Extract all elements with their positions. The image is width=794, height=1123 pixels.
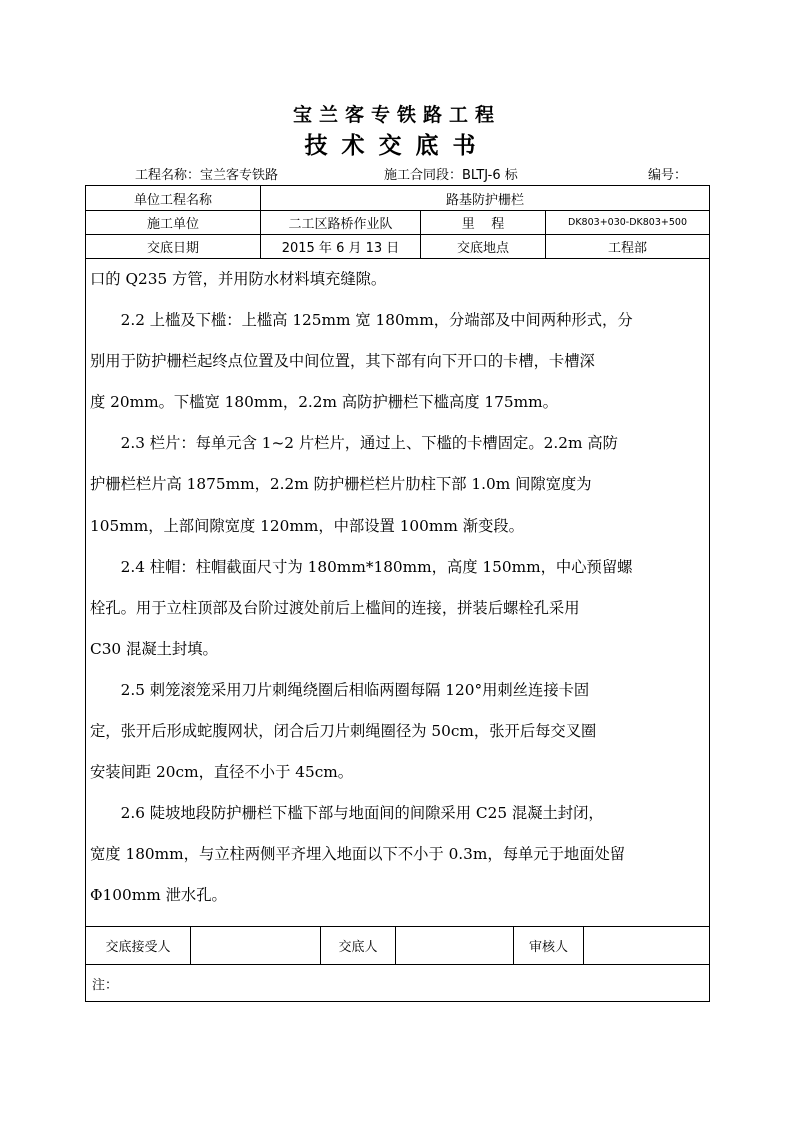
content-line: 栓孔。用于立柱顶部及台阶过渡处前后上槛间的连接，拼装后螺栓孔采用: [90, 598, 580, 617]
content-line: C30 混凝土封填。: [90, 639, 218, 658]
content-line: 2.6 陡坡地段防护栅栏下槛下部与地面间的间隙采用 C25 混凝土封闭，: [90, 804, 604, 823]
unit-project-value: 路基防护栅栏: [445, 192, 524, 208]
content-line: 口的 Q235 方管，并用防水材料填充缝隙。: [90, 270, 387, 288]
unit-project-label: 单位工程名称: [133, 192, 212, 208]
content-line: 宽度 180mm，与立柱两侧平齐埋入地面以下不小于 0.3m，每单元于地面处留: [90, 845, 626, 864]
mileage-label: 里 程: [461, 216, 505, 232]
construction-unit-value: 二工区路桥作业队: [288, 216, 393, 232]
content-line: 度 20mm。下槛宽 180mm，2.2m 高防护栅栏下槛高度 175mm。: [90, 393, 558, 412]
row-divider: [86, 964, 709, 965]
handover-place-label: 交底地点: [456, 240, 509, 256]
construction-unit-label: 施工单位: [146, 216, 199, 232]
content-line: 定，张开后形成蛇腹网状，闭合后刀片刺绳圈径为 50cm，张开后每交叉圈: [90, 722, 597, 741]
serial-number: 编号：: [648, 168, 688, 183]
content-line: 2.5 刺笼滚笼采用刀片刺绳绕圈后相临两圈每隔 120°用刺丝连接卡固: [90, 680, 590, 699]
receiver-label: 交底接受人: [105, 939, 171, 955]
document-subtitle: 技术交底书: [304, 132, 490, 159]
content-line: 2.4 柱帽：柱帽截面尺寸为 180mm*180mm，高度 150mm，中心预留螺: [90, 557, 633, 576]
content-line: Φ100mm 泄水孔。: [90, 886, 227, 905]
handover-person-signature-field[interactable]: [396, 926, 513, 964]
handover-person-label: 交底人: [338, 939, 378, 955]
content-line: 2.2 上槛及下槛：上槛高 125mm 宽 180mm，分端部及中间两种形式，分: [90, 311, 633, 330]
handover-place-value: 工程部: [607, 240, 647, 256]
reviewer-signature-field[interactable]: [584, 926, 709, 964]
content-line: 105mm，上部间隙宽度 120mm，中部设置 100mm 渐变段。: [90, 516, 524, 535]
contract-section: 施工合同段：BLTJ-6 标: [384, 168, 518, 183]
handover-date-label: 交底日期: [146, 240, 199, 256]
handover-content: [90, 259, 706, 917]
content-line: 2.3 栏片：每单元含 1~2 片栏片，通过上、下槛的卡槽固定。2.2m 高防: [90, 434, 618, 453]
content-line: 别用于防护栅栏起终点位置及中间位置，其下部有向下开口的卡槽，卡槽深: [90, 352, 595, 371]
content-line: 护栅栏栏片高 1875mm，2.2m 防护栅栏栏片肋柱下部 1.0m 间隙宽度为: [90, 475, 592, 494]
content-line: 安装间距 20cm，直径不小于 45cm。: [90, 763, 354, 782]
receiver-signature-field[interactable]: [191, 926, 320, 964]
handover-date-value: 2015 年 6 月 13 日: [281, 240, 400, 256]
mileage-value: DK803+030-DK803+500: [568, 216, 687, 228]
project-name: 工程名称：宝兰客专铁路: [135, 168, 279, 183]
document-title: 宝兰客专铁路工程: [292, 104, 501, 126]
note-label: 注：: [92, 977, 119, 993]
reviewer-label: 审核人: [528, 939, 568, 955]
handover-form: [85, 185, 710, 1002]
